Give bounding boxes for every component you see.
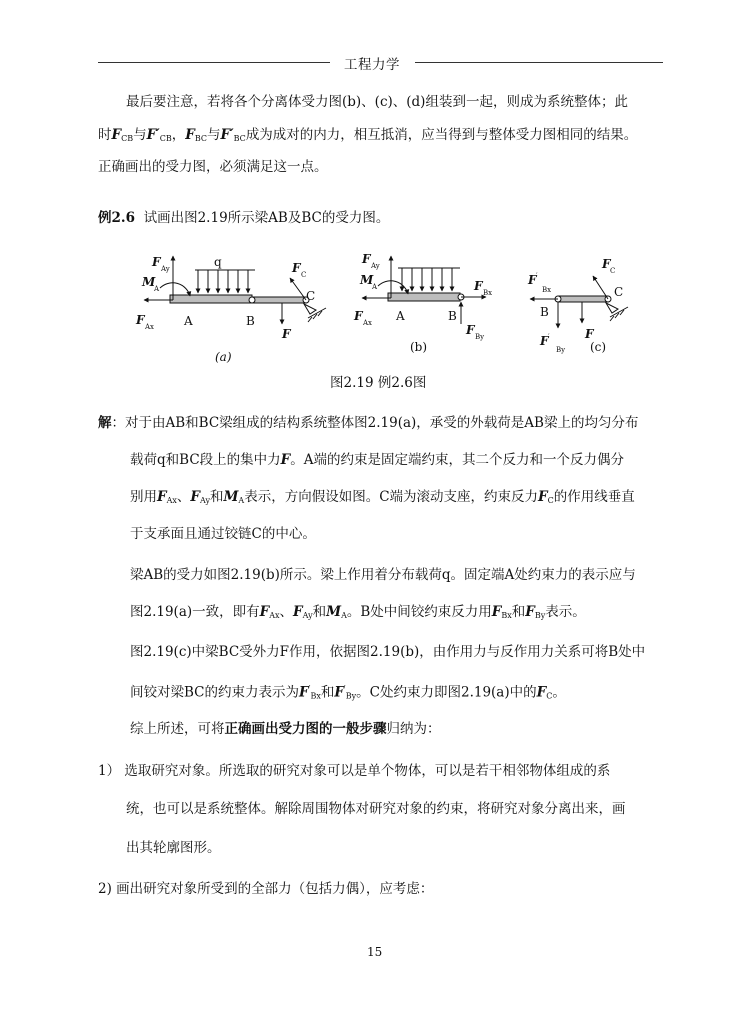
svg-text:Bx: Bx: [483, 289, 493, 297]
step-2-line-1: 2) 画出研究对象所受到的全部力（包括力偶），应考虑：: [98, 881, 434, 897]
svg-text:A: A: [184, 314, 193, 328]
solution-para3-line-1: 图2.19(c)中梁BC受外力F作用，依据图2.19(b)，由作用力与反作用力关系可将B处中: [130, 644, 646, 660]
free-body-diagrams: [130, 248, 650, 373]
svg-text:F: F: [474, 279, 483, 293]
solution-line-2: 载荷q和BC段上的集中力F。A端的约束是固定端约束，其二个反力和一个反力偶分: [130, 452, 624, 468]
intro-line-1: 最后要注意，若将各个分离体受力图(b)、(c)、(d)组装到一起，则成为系统整体；此: [126, 94, 628, 110]
svg-text:F: F: [602, 257, 611, 271]
svg-text:Ay: Ay: [161, 265, 170, 273]
svg-text:F: F: [540, 334, 549, 348]
solution-label: 解: [98, 415, 112, 431]
svg-text:′: ′: [536, 272, 538, 280]
svg-text:By: By: [475, 333, 485, 341]
svg-text:(b): (b): [410, 340, 428, 354]
diagram-b: [362, 256, 486, 324]
header-rule-right: [415, 62, 663, 63]
intro-line-2: 时$F_{CB}$与$F'_{CB}$，$F_{BC}$与$F'_{BC}$成为成对的内力，相互抵消，应当得到与整体受力图相同的结果。: [98, 127, 638, 143]
page-number: 15: [367, 945, 383, 959]
header-title: 工程力学: [344, 57, 400, 73]
svg-text:F: F: [136, 313, 145, 327]
svg-text:M: M: [360, 273, 374, 287]
intro-line-3: 正确画出的受力图，必须满足这一点。: [98, 159, 328, 175]
svg-text:q: q: [214, 255, 222, 269]
beam-bc-c: [558, 296, 608, 302]
svg-text:B: B: [246, 314, 255, 328]
solution-para2-line-1: 梁AB的受力如图2.19(b)所示。梁上作用着分布载荷q。固定端A处约束力的表示应与: [130, 567, 636, 583]
svg-text:Bx: Bx: [542, 286, 552, 294]
solution-para2-line-2: 图2.19(a)一致，即有$F_{Ax}$、$F_{Ay}$和$M_A$。B处中间铰约束反力用$F_{Bx}$和$F_{By}$表示。: [130, 604, 586, 620]
solution-line-4: 于支承面且通过铰链C的中心。: [130, 526, 316, 542]
svg-text:F: F: [528, 273, 537, 287]
svg-text:By: By: [556, 346, 566, 354]
svg-text:B: B: [540, 305, 549, 319]
svg-text:F: F: [354, 309, 363, 323]
svg-text:Ay: Ay: [371, 262, 380, 270]
figure-2-19: [130, 248, 650, 373]
solution-line-1: 解：对于由AB和BC梁组成的结构系统整体图2.19(a)，承受的外载荷是AB梁上的均匀分布: [98, 415, 639, 431]
svg-text:F: F: [362, 252, 371, 266]
svg-text:(a): (a): [215, 350, 232, 364]
svg-text:Ax: Ax: [363, 319, 373, 327]
step-1-line-2: 统，也可以是系统整体。解除周围物体对研究对象的约束，将研究对象分离出来，画: [126, 801, 626, 817]
step-1-line-1: 1） 选取研究对象。所选取的研究对象可以是单个物体，可以是若干相邻物体组成的系: [98, 763, 611, 779]
example-heading: [98, 209, 389, 227]
solution-line-3: 别用$F_{Ax}$、$F_{Ay}$和$M_A$表示，方向假设如图。C端为滚动支座，约束反力$F_C$的作用线垂直: [130, 489, 635, 505]
example-label: 例2.6: [98, 210, 135, 226]
hinge-b-a: [249, 297, 255, 303]
svg-text:F: F: [292, 261, 301, 275]
svg-text:A: A: [396, 309, 405, 323]
page-header: [98, 52, 663, 72]
svg-text:F: F: [466, 323, 475, 337]
svg-text:M: M: [142, 275, 156, 289]
svg-text:C: C: [610, 267, 616, 275]
figure-caption: 图2.19 例2.6图: [330, 375, 427, 391]
example-text: 试画出图2.19所示梁AB及BC的受力图。: [143, 210, 390, 226]
svg-text:C: C: [306, 289, 316, 303]
svg-text:Ax: Ax: [145, 323, 155, 331]
svg-text:F: F: [282, 327, 291, 341]
solution-para3-line-2: 间铰对梁BC的约束力表示为$F'_{Bx}$和$F'_{By}$。C处约束力即图2.19(a)中的$F_C$。: [130, 684, 566, 701]
svg-text:A: A: [154, 285, 160, 293]
svg-text:C: C: [301, 271, 307, 279]
svg-text:F: F: [152, 255, 161, 269]
svg-text:A: A: [372, 283, 378, 291]
beam-ab-b: [388, 293, 460, 301]
svg-text:(c): (c): [590, 340, 607, 354]
summary-line: 综上所述，可将正确画出受力图的一般步骤归纳为：: [130, 721, 441, 737]
svg-text:F: F: [585, 327, 594, 341]
step-1-line-3: 出其轮廓图形。: [126, 840, 221, 856]
beam-ab-a: [170, 295, 252, 303]
header-rule-left: [98, 62, 330, 63]
svg-text:′: ′: [548, 333, 550, 341]
diagram-c: [530, 276, 628, 328]
svg-text:B: B: [448, 309, 457, 323]
beam-bc-a: [252, 297, 306, 303]
svg-text:C: C: [614, 285, 624, 299]
